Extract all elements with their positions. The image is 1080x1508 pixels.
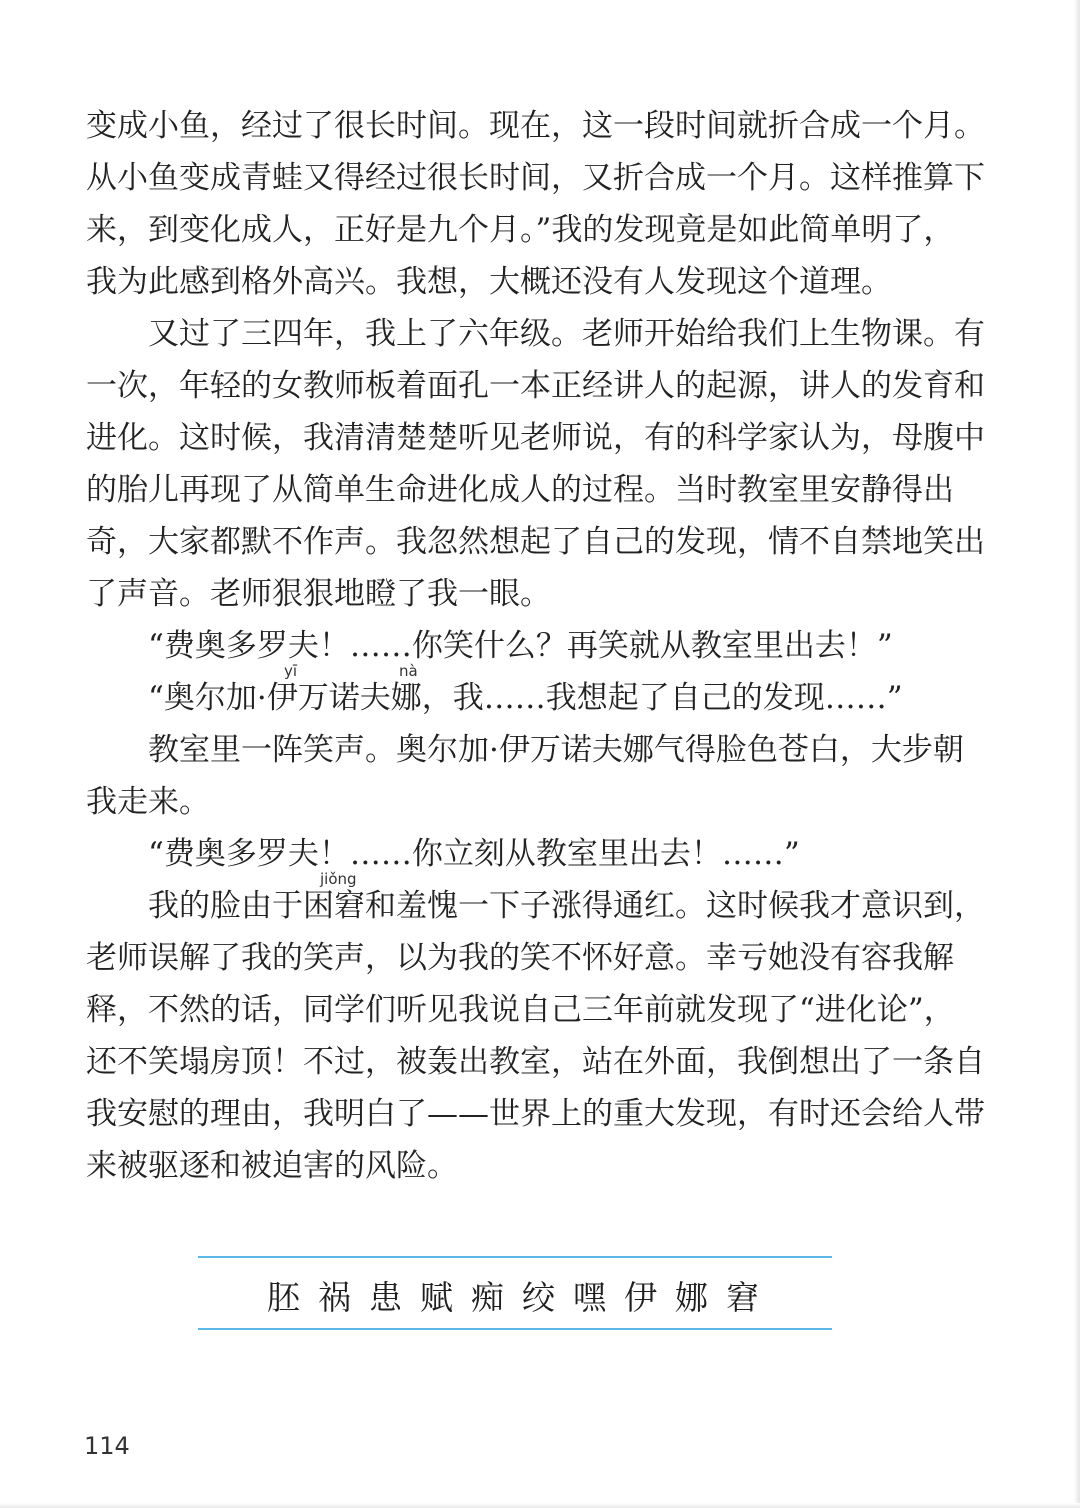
paragraph-line: 进化。这时候，我清清楚楚听见老师说，有的科学家认为，母腹中 — [86, 420, 985, 456]
paragraph-line: 奇，大家都默不作声。我忽然想起了自己的发现，情不自禁地笑出 — [86, 524, 985, 560]
vocab-char: 伊 — [624, 1277, 661, 1317]
dialogue-line: “费奥多罗夫！……你笑什么？再笑就从教室里出去！” — [148, 628, 893, 664]
page-number: 114 — [84, 1432, 130, 1460]
pinyin-annotation: nà — [399, 662, 418, 680]
vocab-char: 绞 — [522, 1277, 559, 1317]
vocab-char: 患 — [369, 1277, 406, 1317]
paragraph-line: 我为此感到格外高兴。我想，大概还没有人发现这个道理。 — [86, 264, 892, 300]
paragraph-line: 的胎儿再现了从简单生命进化成人的过程。当时教室里安静得出 — [86, 472, 954, 508]
vocab-char: 窘 — [726, 1277, 763, 1317]
paragraph-line: 来，到变化成人，正好是九个月。”我的发现竟是如此简单明了， — [86, 212, 955, 248]
vocab-char: 胚 — [267, 1277, 304, 1317]
vocab-char: 赋 — [420, 1277, 457, 1317]
paragraph-line: 老师误解了我的笑声，以为我的笑不怀好意。幸亏她没有容我解 — [86, 940, 954, 976]
vocabulary-top-rule — [198, 1256, 832, 1258]
paragraph-line: 了声音。老师狠狠地瞪了我一眼。 — [86, 576, 551, 612]
paragraph-line: 我走来。 — [86, 784, 210, 820]
paragraph-line: 一次，年轻的女教师板着面孔一本正经讲人的起源，讲人的发育和 — [86, 368, 985, 404]
paragraph-line: 释，不然的话，同学们听见我说自己三年前就发现了“进化论”， — [86, 992, 955, 1028]
pinyin-annotation: yī — [284, 662, 298, 680]
paragraph-line: 我安慰的理由，我明白了——世界上的重大发现，有时还会给人带 — [86, 1096, 985, 1132]
vocab-char: 嘿 — [573, 1277, 610, 1317]
page-bottom-shadow — [0, 1503, 1080, 1508]
vocab-char: 娜 — [675, 1277, 712, 1317]
vocabulary-bottom-rule — [198, 1328, 832, 1330]
paragraph-line: 变成小鱼，经过了很长时间。现在，这一段时间就折合成一个月。 — [86, 108, 985, 144]
dialogue-line: “奥尔加·伊万诺夫娜，我……我想起了自己的发现……” — [148, 680, 903, 716]
vocabulary-words — [198, 1272, 832, 1318]
pinyin-annotation: jiǒng — [320, 870, 357, 888]
paragraph-line: 从小鱼变成青蛙又得经过很长时间，又折合成一个月。这样推算下 — [86, 160, 985, 196]
paragraph-line: 又过了三四年，我上了六年级。老师开始给我们上生物课。有 — [148, 316, 985, 352]
paragraph-line: 来被驱逐和被迫害的风险。 — [86, 1148, 458, 1184]
page-edge-shadow — [1074, 0, 1080, 1508]
dialogue-line: “费奥多罗夫！……你立刻从教室里出去！……” — [148, 836, 800, 872]
paragraph-line: 教室里一阵笑声。奥尔加·伊万诺夫娜气得脸色苍白，大步朝 — [148, 732, 964, 768]
paragraph-line: 还不笑塌房顶！不过，被轰出教室，站在外面，我倒想出了一条自 — [86, 1044, 985, 1080]
paragraph-line: 我的脸由于困窘和羞愧一下子涨得通红。这时候我才意识到， — [148, 888, 985, 924]
vocab-char: 痴 — [471, 1277, 508, 1317]
vocab-char: 祸 — [318, 1277, 355, 1317]
